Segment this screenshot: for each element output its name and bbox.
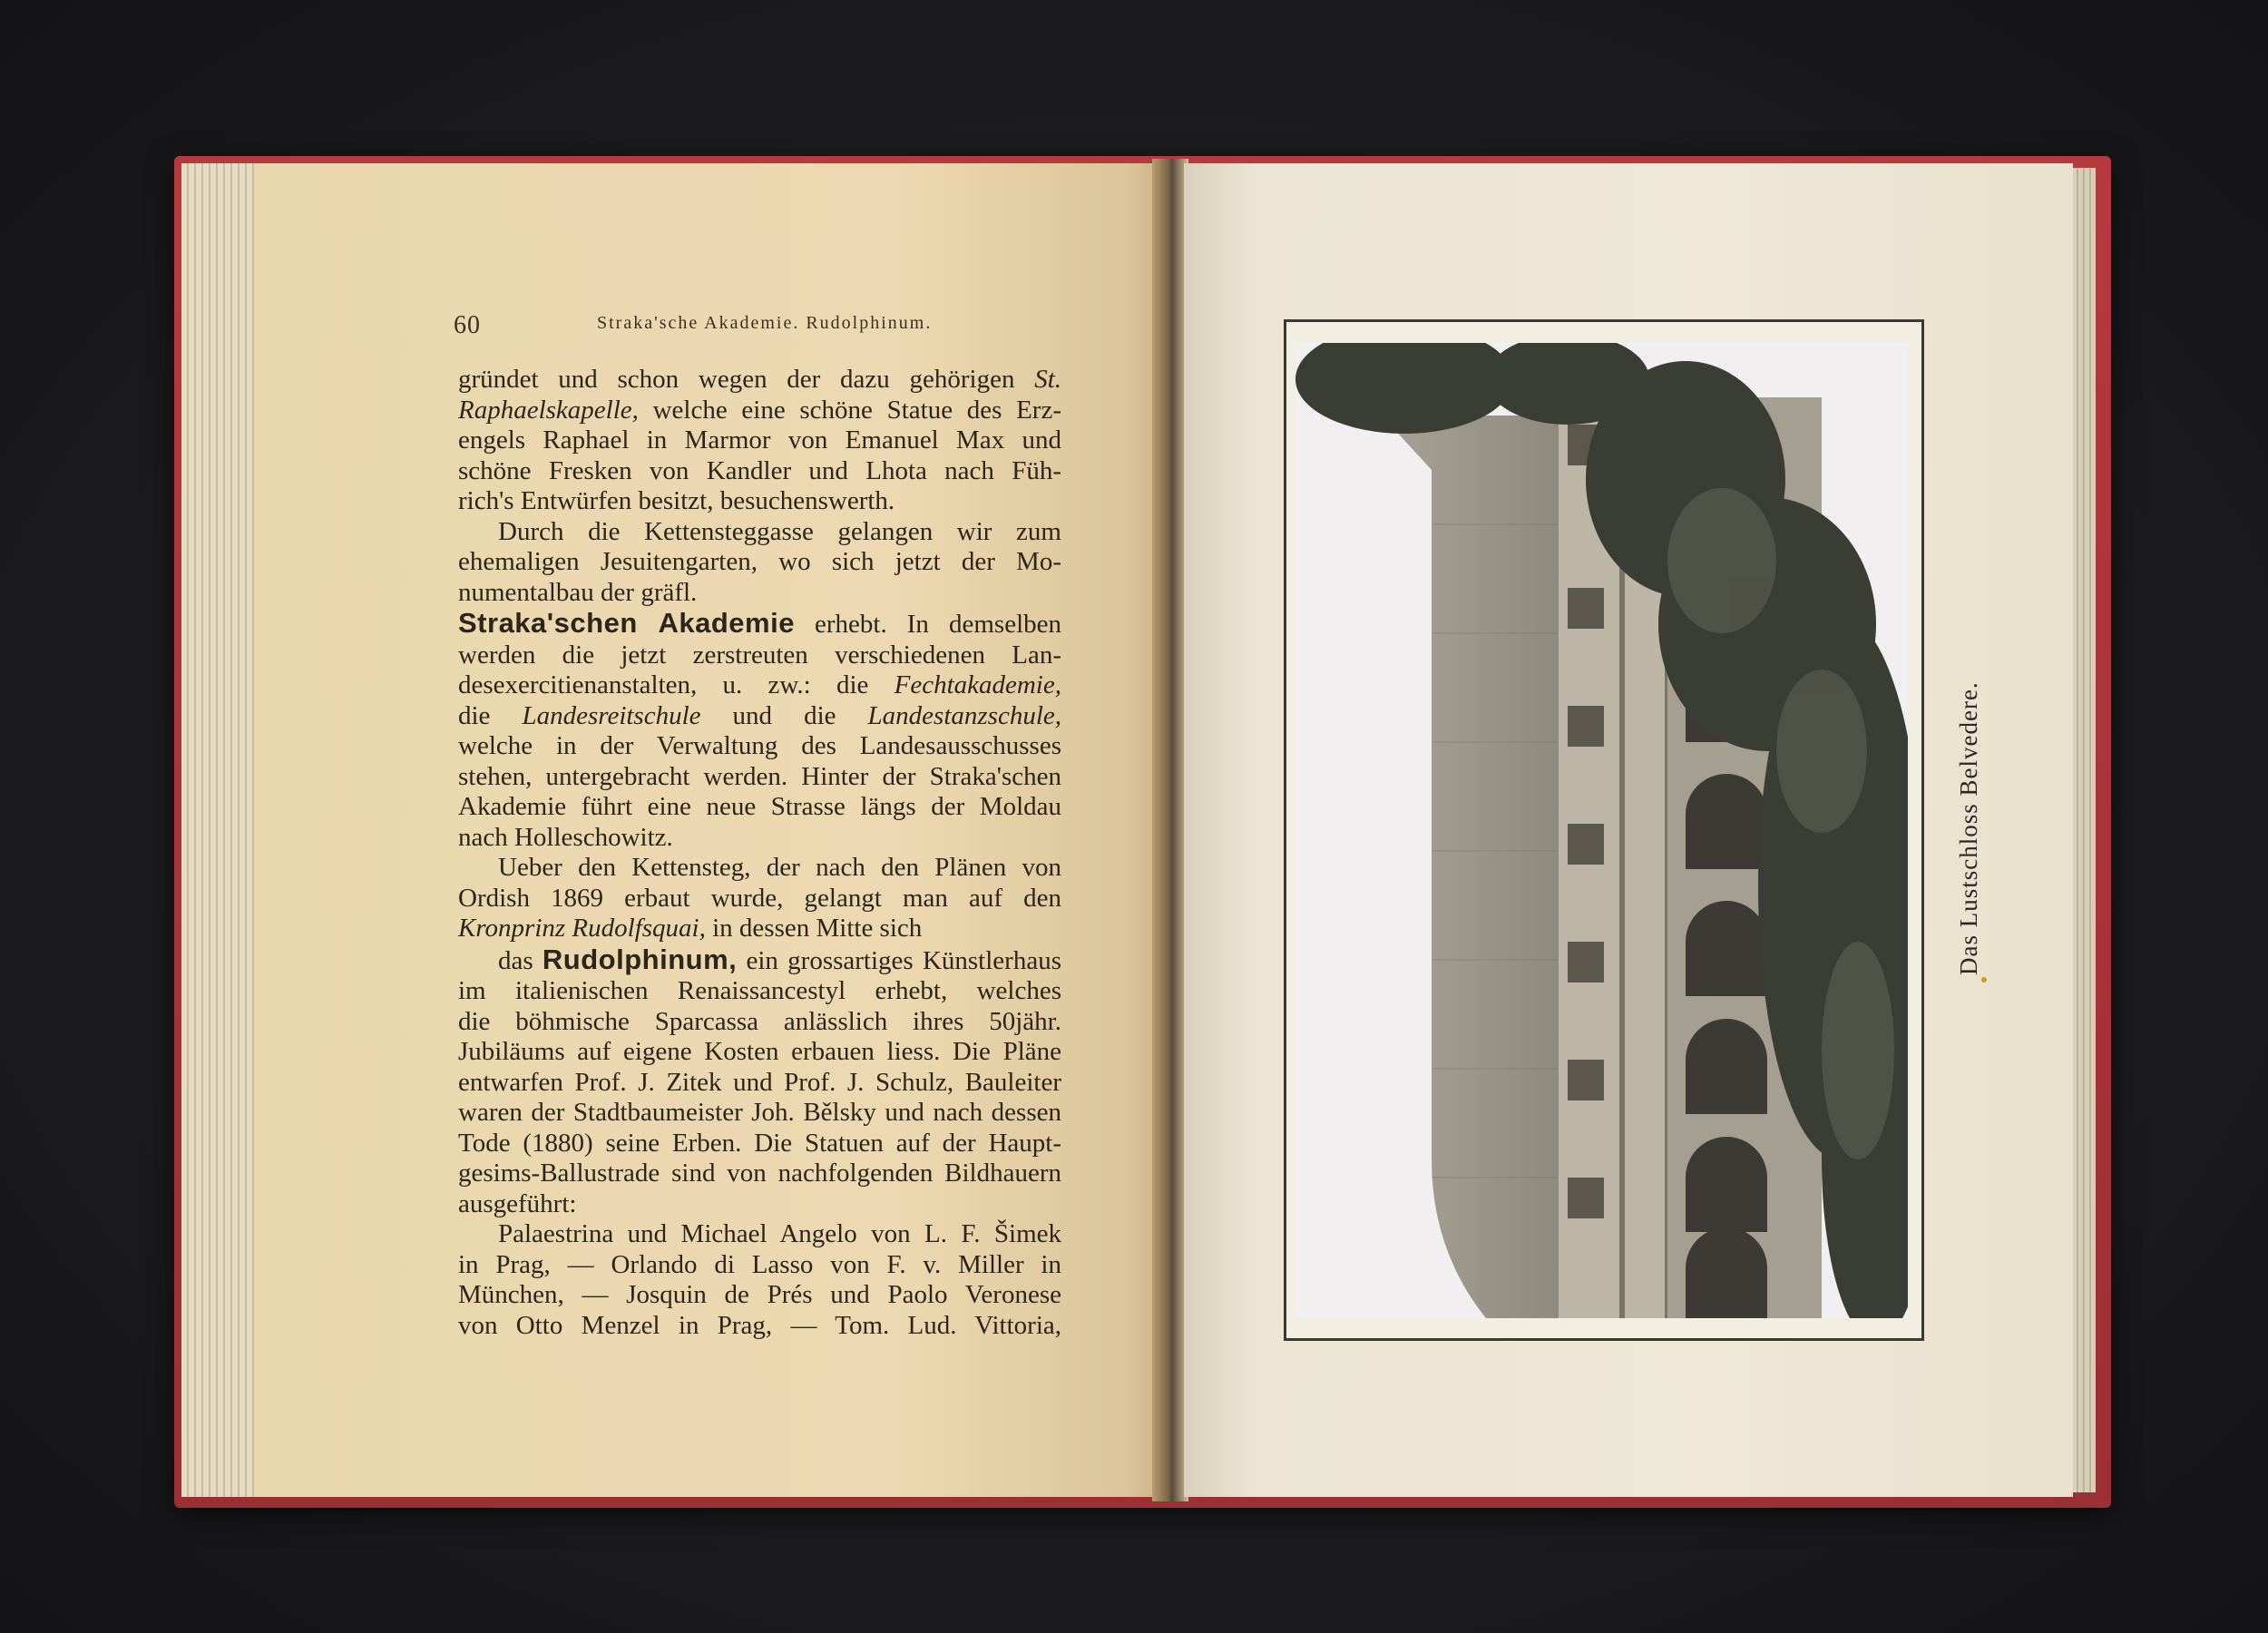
text-line	[458, 547, 1061, 578]
running-head: Straka'sche Akademie. Rudolphinum.	[597, 313, 933, 333]
text-line	[458, 425, 1061, 456]
text-line	[458, 823, 1061, 854]
text-segment: Palaestrina und Michael Angelo von L. F. Šimek	[498, 1219, 1061, 1248]
text-line	[458, 1037, 1061, 1068]
text-segment: welche in der Verwaltung des Landesausschusses	[458, 731, 1061, 760]
text-segment: werden die jetzt zerstreuten verschiedenen Lan-	[458, 640, 1061, 670]
text-segment: gesims-Ballustrade sind von nachfolgenden Bildhauern	[458, 1159, 1061, 1188]
italic-text: Landestanzschule,	[867, 700, 1061, 730]
text-segment: in dessen Mitte sich	[705, 914, 923, 943]
text-line	[458, 731, 1061, 762]
text-segment: im italienischen Renaissancestyl erhebt, welches	[458, 976, 1061, 1005]
text-line	[458, 792, 1061, 823]
italic-text: St.	[1034, 365, 1061, 394]
text-line	[458, 1250, 1061, 1281]
text-line	[458, 1129, 1061, 1159]
text-segment: die böhmische Sparcassa anlässlich ihres 50jähr.	[458, 1006, 1061, 1036]
text-segment: rich's Entwürfen besitzt, besuchenswerth.	[458, 486, 895, 515]
text-segment: das	[498, 945, 543, 975]
photo-caption: Das Lustschloss Belvedere.	[1955, 681, 1982, 975]
text-segment: welche eine schöne Statue des Erz-	[638, 395, 1061, 425]
italic-text: Raphaelskapelle,	[458, 395, 639, 425]
photograph-belvedere	[1295, 343, 1908, 1318]
text-segment: numentalbau der gräfl.	[458, 577, 698, 607]
text-line	[458, 1311, 1061, 1342]
page-speck	[1981, 977, 1987, 983]
text-segment: ausgeführt:	[458, 1188, 577, 1218]
heading-text: Rudolphinum,	[542, 943, 738, 975]
text-line	[458, 1098, 1061, 1129]
text-line	[458, 1159, 1061, 1189]
text-line	[458, 701, 1061, 732]
text-line	[458, 608, 1061, 640]
text-segment: erhebt. In demselben	[794, 610, 1061, 639]
text-segment: stehen, untergebracht werden. Hinter der Straka'schen	[458, 761, 1061, 791]
italic-text: Kronprinz Rudolfsquai,	[458, 914, 706, 943]
italic-text: Landesreitschule	[522, 700, 701, 730]
text-segment: entwarfen Prof. J. Zitek und Prof. J. Schulz, Bauleiter	[458, 1067, 1061, 1097]
text-segment: nach Holleschowitz.	[458, 822, 673, 852]
heading-text: Straka'schen Akademie	[458, 607, 795, 639]
text-line	[458, 1007, 1061, 1038]
text-segment: München, — Josquin de Prés und Paolo Veronese	[458, 1280, 1061, 1309]
text-segment: ein grossartiges Künstlerhaus	[737, 945, 1061, 975]
text-segment: in Prag, — Orlando di Lasso von F. v. Miller in	[458, 1249, 1061, 1279]
text-segment: engels Raphael in Marmor von Emanuel Max und	[458, 425, 1061, 455]
text-segment: Akademie führt eine neue Strasse längs der Moldau	[458, 792, 1061, 821]
text-line	[458, 578, 1061, 609]
text-segment: waren der Stadtbaumeister Joh. Bělsky und nach dessen	[458, 1098, 1061, 1127]
text-line	[458, 670, 1061, 701]
text-segment: ehemaligen Jesuitengarten, wo sich jetzt der Mo-	[458, 547, 1061, 576]
text-line	[458, 640, 1061, 671]
text-line	[458, 486, 1061, 517]
text-segment: Durch die Kettensteggasse gelangen wir zum	[498, 516, 1061, 546]
text-line	[458, 1068, 1061, 1099]
photograph-drawing	[1295, 343, 1908, 1318]
text-line	[458, 976, 1061, 1007]
text-segment: die	[458, 700, 523, 730]
text-segment: Jubiläums auf eigene Kosten erbauen liess. Die Pläne	[458, 1037, 1061, 1066]
text-line	[458, 517, 1061, 548]
book-gutter	[1152, 159, 1188, 1501]
body-text	[458, 365, 1061, 1341]
text-line	[458, 1189, 1061, 1220]
text-line	[458, 1280, 1061, 1311]
text-segment: Ueber den Kettensteg, der nach den Plänen von	[498, 853, 1061, 882]
text-segment: Ordish 1869 erbaut wurde, gelangt man auf den	[458, 883, 1061, 913]
text-line	[458, 365, 1061, 396]
text-segment: desexercitienanstalten, u. zw.: die	[458, 670, 894, 699]
italic-text: Fechtakademie,	[894, 670, 1061, 699]
text-line	[458, 456, 1061, 487]
page-number: 60	[454, 311, 481, 339]
text-segment: gründet und schon wegen der dazu gehörigen	[458, 365, 1035, 394]
text-line	[458, 762, 1061, 793]
text-line	[458, 884, 1061, 914]
text-line	[458, 396, 1061, 426]
text-line	[458, 914, 1061, 944]
text-segment: Tode (1880) seine Erben. Die Statuen auf der Haupt-	[458, 1128, 1061, 1158]
text-line	[458, 853, 1061, 884]
text-segment: von Otto Menzel in Prag, — Tom. Lud. Vittoria,	[458, 1310, 1061, 1340]
text-line	[458, 1219, 1061, 1250]
text-segment: schöne Fresken von Kandler und Lhota nach Füh-	[458, 455, 1061, 485]
text-segment: und die	[700, 700, 868, 730]
text-line	[458, 944, 1061, 977]
